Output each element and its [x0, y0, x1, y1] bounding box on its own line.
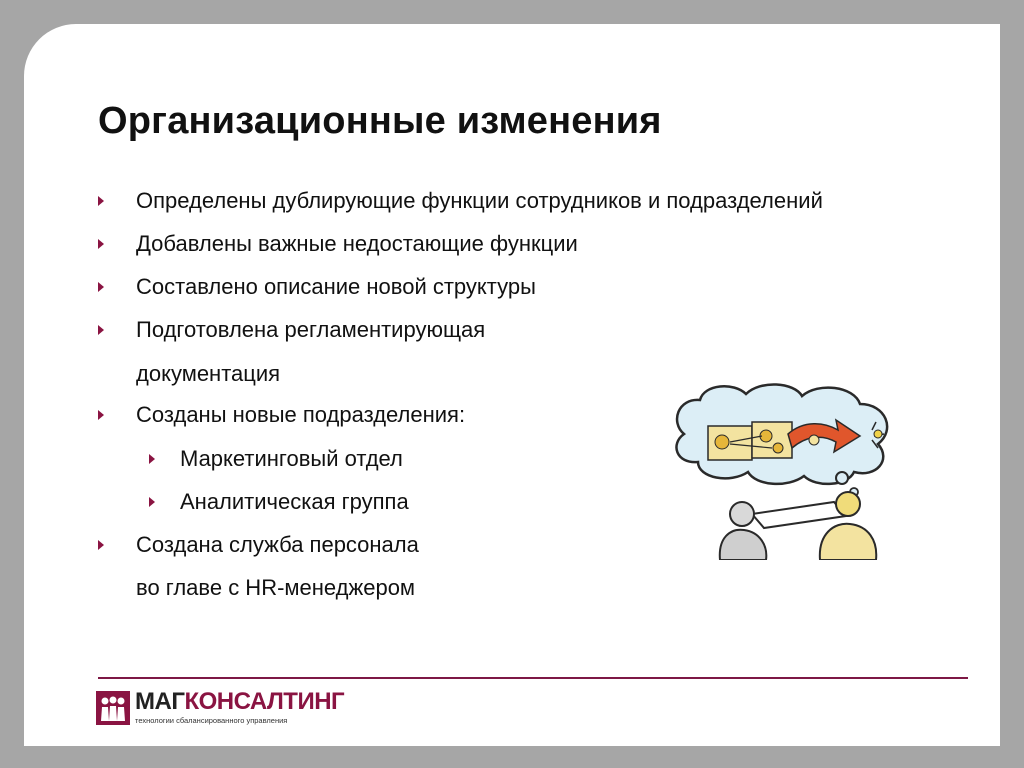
- mag-consulting-logo-icon: [96, 691, 130, 725]
- sub-bullet-marker-icon: [149, 454, 155, 464]
- bullet-text-continuation: документация: [136, 361, 281, 386]
- bullet-marker-icon: [98, 282, 104, 292]
- bullet-marker-icon: [98, 540, 104, 550]
- bullet-marker-icon: [98, 325, 104, 335]
- bullet-text: Созданы новые подразделения:: [136, 402, 466, 427]
- bullet-marker-icon: [98, 410, 104, 420]
- bullet-marker-icon: [98, 239, 104, 249]
- bullet-text: Определены дублирующие функции сотрудников и подразделений: [136, 188, 823, 213]
- company-name-part1: МАГ: [135, 688, 185, 715]
- bullet-marker-icon: [98, 196, 104, 206]
- sub-bullet-text: Аналитическая группа: [180, 489, 409, 514]
- company-tagline: технологии сбалансированного управления: [135, 716, 288, 725]
- bullet-text: Подготовлена регламентирующая: [136, 317, 486, 342]
- bullet-text: Добавлены важные недостающие функции: [136, 231, 578, 256]
- slide-title: Организационные изменения: [98, 100, 662, 142]
- slide: [24, 24, 1000, 746]
- company-name: [135, 688, 344, 716]
- bullet-text: Составлено описание новой структуры: [136, 274, 536, 299]
- bullet-text-continuation: во главе с HR-менеджером: [136, 575, 416, 600]
- company-name-part2: КОНСАЛТИНГ: [184, 688, 345, 715]
- sub-bullet-text: Маркетинговый отдел: [180, 446, 403, 471]
- teamwork-thought-bubble-illustration: [664, 374, 900, 560]
- sub-bullet-marker-icon: [149, 497, 155, 507]
- footer-divider: [98, 677, 968, 679]
- bullet-text: Создана служба персонала: [136, 532, 419, 557]
